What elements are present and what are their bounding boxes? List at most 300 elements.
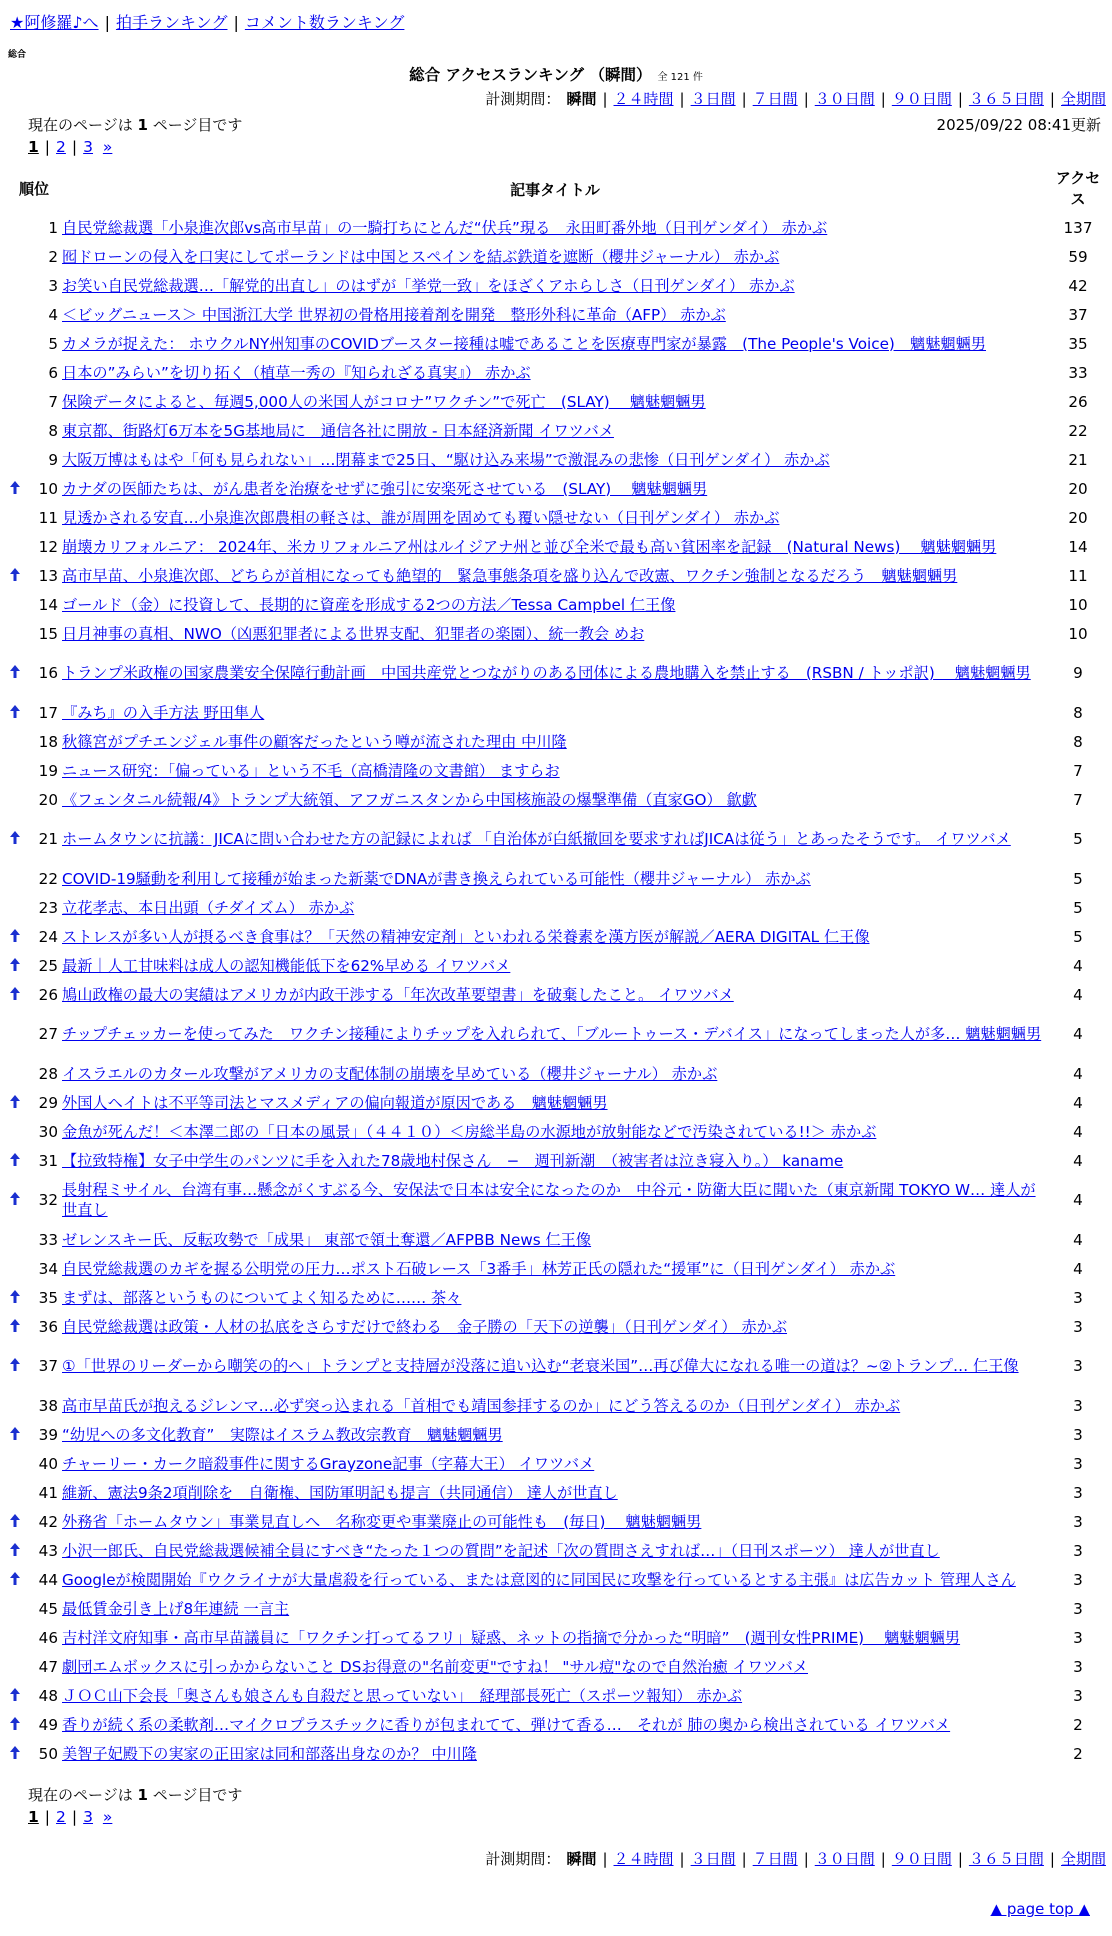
trend-cell bbox=[8, 1652, 26, 1681]
article-title-link[interactable]: 日月神事の真相、NWO（凶悪犯罪者による世界支配、犯罪者の楽園）、統一教会 めお bbox=[62, 624, 645, 643]
trend-cell bbox=[8, 1175, 26, 1225]
period-link-24h[interactable]: ２４時間 bbox=[613, 90, 674, 108]
table-row bbox=[8, 1420, 1106, 1449]
table-row bbox=[8, 1507, 1106, 1536]
article-cell bbox=[60, 951, 1050, 980]
article-title-link[interactable]: 劇団エムボックスに引っかからないこと DSお得意の"名前変更"ですね！ "サル痘"なので自然治癒 イワツバメ bbox=[62, 1657, 808, 1676]
table-row bbox=[8, 922, 1106, 951]
pager-bottom: 1 | 2 | 3 » bbox=[28, 1808, 113, 1826]
table-row bbox=[8, 416, 1106, 445]
period-link-all[interactable]: 全期間 bbox=[1060, 1850, 1106, 1868]
period-label: 計測期間： bbox=[485, 90, 561, 108]
article-cell bbox=[60, 1009, 1050, 1059]
access-count: 35 bbox=[1068, 334, 1088, 353]
rank-number: 48 bbox=[38, 1686, 58, 1705]
article-title-link[interactable]: 《フェンタニル続報/4》トランプ大統領、アフガニスタンから中国核施設の爆撃準備（直家GO） 歙歔 bbox=[62, 790, 757, 809]
article-cell bbox=[60, 1478, 1050, 1507]
article-title-link[interactable]: カメラが捉えた： ホウクルNY州知事のCOVIDブースター接種は嘘であることを医療専門家が暴露 (The People's Voice) 魑魅魍魎男 bbox=[62, 334, 986, 353]
trend-cell bbox=[8, 271, 26, 300]
trend-cell bbox=[8, 1117, 26, 1146]
article-cell bbox=[60, 1536, 1050, 1565]
access-count: 8 bbox=[1073, 732, 1083, 751]
table-row bbox=[8, 814, 1106, 864]
article-title-link[interactable]: 『みち』の入手方法 野田隼人 bbox=[62, 703, 265, 722]
article-title-link[interactable]: ストレスが多い人が摂るべき食事は？「天然の精神安定剤」といわれる栄養素を漢方医が解説／AERA DIGITAL 仁王像 bbox=[62, 927, 870, 946]
table-row bbox=[8, 271, 1106, 300]
article-cell bbox=[60, 416, 1050, 445]
article-cell bbox=[60, 864, 1050, 893]
up-arrow-icon bbox=[10, 1745, 20, 1763]
period-link-all[interactable]: 全期間 bbox=[1060, 90, 1106, 108]
rank-number: 37 bbox=[38, 1357, 58, 1375]
rank-number: 4 bbox=[48, 305, 58, 324]
period-link-7d[interactable]: ７日間 bbox=[752, 1850, 798, 1868]
access-count: 5 bbox=[1073, 869, 1083, 888]
access-count: 3 bbox=[1073, 1686, 1083, 1705]
article-title-link[interactable]: ゼレンスキー氏、反転攻勢で「成果」 東部で領土奪還／AFPBB News 仁王像 bbox=[62, 1230, 592, 1249]
table-row bbox=[8, 1710, 1106, 1739]
trend-cell bbox=[8, 1739, 26, 1768]
access-count: 4 bbox=[1073, 1025, 1083, 1043]
article-title-link[interactable]: 自民党総裁選「小泉進次郎vs高市早苗」の一騎打ちにとんだ“伏兵”現る 永田町番外地（日刊ゲンダイ） 赤かぶ bbox=[62, 218, 828, 237]
trend-cell bbox=[8, 445, 26, 474]
article-cell bbox=[60, 1449, 1050, 1478]
article-title-link[interactable]: 高市早苗、小泉進次郎、どちらが首相になっても絶望的 緊急事態条項を盛り込んで改憲、ワクチン強制となるだろう 魑魅魍魎男 bbox=[62, 566, 958, 585]
rank-number: 19 bbox=[38, 761, 58, 780]
table-row bbox=[8, 1312, 1106, 1341]
rank-number: 40 bbox=[38, 1454, 58, 1473]
article-cell bbox=[60, 503, 1050, 532]
trend-cell bbox=[8, 1059, 26, 1088]
article-cell bbox=[60, 727, 1050, 756]
access-count: 3 bbox=[1073, 1599, 1083, 1618]
article-title-link[interactable]: 見透かされる安直…小泉進次郎農相の軽さは、誰が周囲を固めても覆い隠せない（日刊ゲンダイ） 赤かぶ bbox=[62, 508, 780, 527]
rank-number: 27 bbox=[38, 1025, 58, 1043]
trend-cell bbox=[8, 213, 26, 242]
article-cell bbox=[60, 1088, 1050, 1117]
up-arrow-icon bbox=[10, 1716, 20, 1734]
access-count: 3 bbox=[1073, 1454, 1083, 1473]
rank-number: 35 bbox=[38, 1288, 58, 1307]
rank-number: 36 bbox=[38, 1317, 58, 1336]
rank-number: 5 bbox=[48, 334, 58, 353]
rank-number: 11 bbox=[38, 508, 58, 527]
article-title-link[interactable]: 維新、憲法9条2項削除を 自衛権、国防軍明記も提言（共同通信） 達人が世直し bbox=[62, 1483, 618, 1502]
header-rank: 順位 bbox=[18, 179, 49, 198]
up-arrow-icon bbox=[10, 1191, 20, 1209]
period-link-30d[interactable]: ３０日間 bbox=[814, 1850, 875, 1868]
access-count: 20 bbox=[1068, 508, 1088, 527]
article-title-link[interactable]: 吉村洋文府知事・高市早苗議員に「ワクチン打ってるフリ」疑惑、ネットの指摘で分かった“明暗” (週刊女性PRIME) 魑魅魍魎男 bbox=[62, 1628, 961, 1647]
access-count: 11 bbox=[1068, 566, 1088, 585]
access-count: 3 bbox=[1073, 1483, 1083, 1502]
article-cell bbox=[60, 1507, 1050, 1536]
nav-link-clap-ranking[interactable]: 拍手ランキング bbox=[115, 13, 228, 32]
period-link-365d[interactable]: ３６５日間 bbox=[968, 1850, 1044, 1868]
article-cell bbox=[60, 300, 1050, 329]
access-count: 3 bbox=[1073, 1628, 1083, 1647]
rank-number: 30 bbox=[38, 1122, 58, 1141]
article-cell bbox=[60, 1312, 1050, 1341]
table-row bbox=[8, 445, 1106, 474]
trend-cell bbox=[8, 1254, 26, 1283]
up-arrow-icon bbox=[10, 1542, 20, 1560]
up-arrow-icon bbox=[10, 1289, 20, 1307]
access-count: 21 bbox=[1068, 450, 1088, 469]
up-arrow-icon bbox=[10, 664, 20, 682]
table-row bbox=[8, 1652, 1106, 1681]
rank-number: 25 bbox=[38, 956, 58, 975]
access-count: 5 bbox=[1073, 927, 1083, 946]
access-count: 3 bbox=[1073, 1541, 1083, 1560]
up-arrow-icon bbox=[10, 1426, 20, 1444]
table-row bbox=[8, 698, 1106, 727]
access-count: 3 bbox=[1073, 1570, 1083, 1589]
trend-cell bbox=[8, 1009, 26, 1059]
trend-cell bbox=[8, 1710, 26, 1739]
rank-number: 21 bbox=[38, 830, 58, 848]
trend-cell bbox=[8, 590, 26, 619]
article-cell bbox=[60, 358, 1050, 387]
access-count: 4 bbox=[1073, 1064, 1083, 1083]
rank-number: 22 bbox=[38, 869, 58, 888]
page-info-bottom: 現在のページは 1 ページ目です bbox=[28, 1786, 243, 1804]
article-cell bbox=[60, 1117, 1050, 1146]
up-arrow-icon bbox=[10, 830, 20, 848]
article-title-link[interactable]: 日本の”みらい”を切り拓く（植草一秀の『知られざる真実』） 赤かぶ bbox=[62, 363, 531, 382]
article-title-link[interactable]: 最低賃金引き上げ8年連続 一言主 bbox=[62, 1599, 290, 1618]
article-title-link[interactable]: まずは、部落というものについてよく知るために…… 茶々 bbox=[62, 1288, 462, 1307]
rank-number: 42 bbox=[38, 1512, 58, 1531]
table-row bbox=[8, 756, 1106, 785]
article-title-link[interactable]: ニュース研究：「偏っている」という不毛（高橋清隆の文書館） ますらお bbox=[62, 761, 560, 780]
period-link-365d[interactable]: ３６５日間 bbox=[968, 90, 1044, 108]
access-count: 137 bbox=[1063, 218, 1093, 237]
article-title-link[interactable]: お笑い自民党総裁選…「解党的出直し」のはずが「挙党一致」をほざくアホらしさ（日刊ゲンダイ） 赤かぶ bbox=[62, 276, 795, 295]
rank-number: 29 bbox=[38, 1093, 58, 1112]
access-count: 7 bbox=[1073, 790, 1083, 809]
article-cell bbox=[60, 756, 1050, 785]
pager-top: 1 | 2 | 3 » bbox=[28, 138, 113, 156]
table-row bbox=[8, 893, 1106, 922]
article-title-link[interactable]: Googleが検閲開始『ウクライナが大量虐殺を行っている、または意図的に同国民に攻撃を行っているとする主張』は広告カット 管理人さん bbox=[62, 1570, 1016, 1589]
access-count: 4 bbox=[1073, 1122, 1083, 1141]
period-link-3d[interactable]: ３日間 bbox=[690, 90, 736, 108]
access-count: 22 bbox=[1068, 421, 1088, 440]
article-cell bbox=[60, 1341, 1050, 1391]
period-link-90d[interactable]: ９０日間 bbox=[891, 90, 952, 108]
table-row bbox=[8, 329, 1106, 358]
rank-number: 8 bbox=[48, 421, 58, 440]
rank-number: 18 bbox=[38, 732, 58, 751]
trend-cell bbox=[8, 1391, 26, 1420]
table-row bbox=[8, 1059, 1106, 1088]
access-count: 4 bbox=[1073, 1230, 1083, 1249]
article-title-link[interactable]: 最新｜人工甘味料は成人の認知機能低下を62%早める イワツバメ bbox=[62, 956, 511, 975]
table-row bbox=[8, 1478, 1106, 1507]
article-title-link[interactable]: 囮ドローンの侵入を口実にしてポーランドは中国とスペインを結ぶ鉄道を遮断（櫻井ジャーナル） 赤かぶ bbox=[62, 247, 780, 266]
article-title-link[interactable]: チャーリー・カーク暗殺事件に関するGrayzone記事（字幕大王） イワツバメ bbox=[62, 1454, 595, 1473]
rank-number: 49 bbox=[38, 1715, 58, 1734]
up-arrow-icon bbox=[10, 1571, 20, 1589]
article-title-link[interactable]: 金魚が死んだ！＜本澤二郎の「日本の風景」（４４１０）＜房総半島の水源地が放射能などで汚染されている!!＞ 赤かぶ bbox=[62, 1122, 877, 1141]
pager-link-3[interactable]: 3 bbox=[83, 1808, 94, 1826]
article-title-link[interactable]: 【拉致特権】女子中学生のパンツに手を入れた78歳地村保さん − 週刊新潮 （被害者は泣き寝入り。） kaname bbox=[62, 1151, 844, 1170]
trend-cell bbox=[8, 1681, 26, 1710]
period-current: 瞬間 bbox=[566, 1850, 597, 1868]
rank-number: 46 bbox=[38, 1628, 58, 1647]
rank-number: 33 bbox=[38, 1230, 58, 1249]
period-link-90d[interactable]: ９０日間 bbox=[891, 1850, 952, 1868]
period-link-7d[interactable]: ７日間 bbox=[752, 90, 798, 108]
up-arrow-icon bbox=[10, 928, 20, 946]
article-cell bbox=[60, 1565, 1050, 1594]
access-count: 4 bbox=[1073, 1093, 1083, 1112]
article-cell bbox=[60, 590, 1050, 619]
access-count: 2 bbox=[1073, 1715, 1083, 1734]
table-row bbox=[8, 1088, 1106, 1117]
access-count: 4 bbox=[1073, 985, 1083, 1004]
trend-cell bbox=[8, 1312, 26, 1341]
period-link-30d[interactable]: ３０日間 bbox=[814, 90, 875, 108]
trend-cell bbox=[8, 561, 26, 590]
trend-cell bbox=[8, 474, 26, 503]
access-count: 4 bbox=[1073, 1151, 1083, 1170]
access-count: 14 bbox=[1068, 537, 1088, 556]
article-title-link[interactable]: 長射程ミサイル、台湾有事…懸念がくすぶる今、安保法で日本は安全になったのか 中谷元・防衛大臣に聞いた（東京新聞 TOKYO W… 達人が世直し bbox=[62, 1181, 1036, 1219]
article-title-link[interactable]: 自民党総裁選のカギを握る公明党の圧力…ポスト石破レース「3番手」林芳正氏の隠れた“援軍”に（日刊ゲンダイ） 赤かぶ bbox=[62, 1259, 896, 1278]
table-row bbox=[8, 727, 1106, 756]
rank-number: 10 bbox=[38, 479, 58, 498]
article-cell bbox=[60, 445, 1050, 474]
article-cell bbox=[60, 1225, 1050, 1254]
trend-cell bbox=[8, 814, 26, 864]
access-count: 3 bbox=[1073, 1357, 1083, 1375]
table-row bbox=[8, 1391, 1106, 1420]
access-count: 10 bbox=[1068, 624, 1088, 643]
article-title-link[interactable]: ①「世界のリーダーから嘲笑の的へ」トランプと支持層が没落に追い込む“老衰米国”…再び偉大になれる唯一の道は？~②トランプ… 仁王像 bbox=[62, 1357, 1019, 1375]
article-title-link[interactable]: 香りが続く系の柔軟剤…マイクロプラスチックに香りが包まれてて、弾けて香る… それが 肺の奥から検出されている イワツバメ bbox=[62, 1715, 951, 1734]
nav-link-comment-ranking[interactable]: コメント数ランキング bbox=[244, 13, 405, 32]
rank-number: 9 bbox=[48, 450, 58, 469]
article-title-link[interactable]: 秋篠宮がプチエンジェル事件の顧客だったという噂が流された理由 中川隆 bbox=[62, 732, 567, 751]
up-arrow-icon bbox=[10, 480, 20, 498]
rank-number: 47 bbox=[38, 1657, 58, 1676]
rank-number: 7 bbox=[48, 392, 58, 411]
trend-cell bbox=[8, 1507, 26, 1536]
rank-number: 23 bbox=[38, 898, 58, 917]
article-title-link[interactable]: “幼児への多文化教育” 実際はイスラム教改宗教育 魑魅魍魎男 bbox=[62, 1425, 503, 1444]
article-title-link[interactable]: COVID-19騒動を利用して接種が始まった新薬でDNAが書き換えられている可能性（櫻井ジャーナル） 赤かぶ bbox=[62, 869, 811, 888]
rank-number: 50 bbox=[38, 1744, 58, 1763]
table-row bbox=[8, 503, 1106, 532]
article-title-link[interactable]: 鳩山政権の最大の実績はアメリカが内政干渉する「年次改革要望書」を破棄したこと。 イワツバメ bbox=[62, 985, 734, 1004]
rank-number: 44 bbox=[38, 1570, 58, 1589]
table-row bbox=[8, 358, 1106, 387]
table-row bbox=[8, 980, 1106, 1009]
table-row bbox=[8, 474, 1106, 503]
article-title-link[interactable]: 外国人ヘイトは不平等司法とマスメディアの偏向報道が原因である 魑魅魍魎男 bbox=[62, 1093, 608, 1112]
period-selector-bottom: 計測期間： 瞬間 | ２４時間 | ３日間 | ７日間 | ３０日間 | ９０日間 | ３６５日間 | 全期間 bbox=[485, 1850, 1106, 1868]
table-row bbox=[8, 1146, 1106, 1175]
trend-cell bbox=[8, 1565, 26, 1594]
table-row bbox=[8, 1565, 1106, 1594]
up-arrow-icon bbox=[10, 1152, 20, 1170]
pager-next[interactable]: » bbox=[102, 1808, 113, 1826]
header-access: アクセス bbox=[1055, 169, 1101, 208]
access-count: 37 bbox=[1068, 305, 1088, 324]
up-arrow-icon bbox=[10, 1687, 20, 1705]
trend-cell bbox=[8, 785, 26, 814]
table-row bbox=[8, 1536, 1106, 1565]
trend-cell bbox=[8, 922, 26, 951]
article-title-link[interactable]: チップチェッカーを使ってみた ワクチン接種によりチップを入れられて、「ブルートゥース・デバイス」になってしまった人が多… 魑魅魍魎男 bbox=[62, 1025, 1042, 1043]
access-count: 5 bbox=[1073, 830, 1083, 848]
rank-number: 6 bbox=[48, 363, 58, 382]
article-title-link[interactable]: ＜ビッグニュース＞ 中国浙江大学 世界初の骨格用接着剤を開発 整形外科に革命（AFP） 赤かぶ bbox=[62, 305, 726, 324]
rank-number: 20 bbox=[38, 790, 58, 809]
access-count: 3 bbox=[1073, 1512, 1083, 1531]
trend-cell bbox=[8, 756, 26, 785]
article-title-link[interactable]: 崩壊カリフォルニア： 2024年、米カリフォルニア州はルイジアナ州と並び全米で最も高い貧困率を記録 (Natural News) 魑魅魍魎男 bbox=[62, 537, 997, 556]
table-row bbox=[8, 1739, 1106, 1768]
table-row bbox=[8, 1117, 1106, 1146]
article-title-link[interactable]: イスラエルのカタール攻撃がアメリカの支配体制の崩壊を早めている（櫻井ジャーナル） 赤かぶ bbox=[62, 1064, 718, 1083]
article-cell bbox=[60, 1623, 1050, 1652]
article-cell bbox=[60, 1652, 1050, 1681]
table-row bbox=[8, 1449, 1106, 1478]
up-arrow-icon bbox=[10, 1094, 20, 1112]
article-title-link[interactable]: 保険データによると、毎週5,000人の米国人がコロナ”ワクチン”で死亡 (SLAY) 魑魅魍魎男 bbox=[62, 392, 706, 411]
pager-link-2[interactable]: 2 bbox=[56, 138, 66, 156]
access-count: 4 bbox=[1073, 1259, 1083, 1278]
trend-cell bbox=[8, 1283, 26, 1312]
article-title-link[interactable]: 大阪万博はもはや「何も見られない」…閉幕まで25日、“駆け込み来場”で激混みの悲惨（日刊ゲンダイ） 赤かぶ bbox=[62, 450, 830, 469]
article-cell bbox=[60, 242, 1050, 271]
page-top-link[interactable]: ▲ page top ▲ bbox=[990, 1900, 1090, 1918]
table-row bbox=[8, 1623, 1106, 1652]
table-row bbox=[8, 387, 1106, 416]
table-row bbox=[8, 951, 1106, 980]
article-cell bbox=[60, 1283, 1050, 1312]
trend-cell bbox=[8, 1478, 26, 1507]
article-cell bbox=[60, 648, 1050, 698]
rank-number: 1 bbox=[48, 218, 58, 237]
table-header-row bbox=[8, 165, 1106, 213]
article-title-link[interactable]: 立花孝志、本日出頭（チダイズム） 赤かぶ bbox=[62, 898, 355, 917]
access-count: 5 bbox=[1073, 898, 1083, 917]
table-row bbox=[8, 590, 1106, 619]
nav-link-asyura[interactable]: ★阿修羅♪へ bbox=[10, 13, 99, 32]
trend-cell bbox=[8, 980, 26, 1009]
trend-cell bbox=[8, 1088, 26, 1117]
article-cell bbox=[60, 1710, 1050, 1739]
table-row bbox=[8, 1341, 1106, 1391]
article-title-link[interactable]: ホームタウンに抗議：JICAに問い合わせた方の記録によれば 「自治体が白紙撤回を要求すればJICAは従う」とあったそうです。 イワツバメ bbox=[62, 830, 1011, 848]
rank-number: 41 bbox=[38, 1483, 58, 1502]
article-title-link[interactable]: 外務省「ホームタウン」事業見直しへ 名称変更や事業廃止の可能性も (毎日) 魑魅魍魎男 bbox=[62, 1512, 702, 1531]
article-cell bbox=[60, 213, 1050, 242]
table-row bbox=[8, 619, 1106, 648]
table-row bbox=[8, 561, 1106, 590]
trend-cell bbox=[8, 1225, 26, 1254]
rank-number: 45 bbox=[38, 1599, 58, 1618]
trend-cell bbox=[8, 1536, 26, 1565]
article-cell bbox=[60, 329, 1050, 358]
updated-timestamp: 2025/09/22 08:41更新 bbox=[936, 116, 1101, 134]
article-title-link[interactable]: トランプ米政権の国家農業安全保障行動計画 中国共産党とつながりのある団体による農地購入を禁止する (RSBN / トッポ訳) 魑魅魍魎男 bbox=[62, 664, 1031, 682]
article-cell bbox=[60, 1146, 1050, 1175]
access-count: 26 bbox=[1068, 392, 1088, 411]
trend-cell bbox=[8, 300, 26, 329]
table-row bbox=[8, 785, 1106, 814]
table-row bbox=[8, 1175, 1106, 1225]
trend-cell bbox=[8, 1341, 26, 1391]
page-title bbox=[0, 63, 1112, 85]
pager-link-3[interactable]: 3 bbox=[83, 138, 94, 156]
rank-number: 26 bbox=[38, 985, 58, 1004]
article-title-link[interactable]: 美智子妃殿下の実家の正田家は同和部落出身なのか？ 中川隆 bbox=[62, 1744, 477, 1763]
table-row bbox=[8, 648, 1106, 698]
trend-cell bbox=[8, 416, 26, 445]
up-arrow-icon bbox=[10, 957, 20, 975]
trend-cell bbox=[8, 242, 26, 271]
trend-cell bbox=[8, 893, 26, 922]
trend-cell bbox=[8, 864, 26, 893]
table-row bbox=[8, 532, 1106, 561]
period-link-24h[interactable]: ２４時間 bbox=[613, 1850, 674, 1868]
article-title-link[interactable]: 東京都、街路灯6万本を5G基地局に 通信各社に開放 - 日本経済新聞 イワツバメ bbox=[62, 421, 614, 440]
rank-number: 15 bbox=[38, 624, 58, 643]
rank-number: 14 bbox=[38, 595, 58, 614]
access-count: 3 bbox=[1073, 1396, 1083, 1415]
up-arrow-icon bbox=[10, 1318, 20, 1336]
section-label: 総合 bbox=[8, 50, 27, 60]
pager-current: 1 bbox=[28, 138, 39, 156]
article-cell bbox=[60, 619, 1050, 648]
access-count: 33 bbox=[1068, 363, 1088, 382]
trend-cell bbox=[8, 1420, 26, 1449]
ranking-table bbox=[8, 165, 1106, 1768]
period-current: 瞬間 bbox=[566, 90, 597, 108]
article-title-link[interactable]: 小沢一郎氏、自民党総裁選候補全員にすべき“たった１つの質問”を記述「次の質問さえすれば…」（日刊スポーツ） 達人が世直し bbox=[62, 1541, 940, 1560]
article-title-link[interactable]: ＪＯＣ山下会長「奥さんも娘さんも自殺だと思っていない」 経理部長死亡（スポーツ報知） 赤かぶ bbox=[62, 1686, 743, 1705]
trend-cell bbox=[8, 951, 26, 980]
article-title-link[interactable]: カナダの医師たちは、がん患者を治療をせずに強引に安楽死させている (SLAY) 魑魅魍魎男 bbox=[62, 479, 708, 498]
pager-current: 1 bbox=[28, 1808, 39, 1826]
article-cell bbox=[60, 474, 1050, 503]
table-row bbox=[8, 1225, 1106, 1254]
page-info-top: 現在のページは 1 ページ目です bbox=[28, 116, 243, 134]
period-link-3d[interactable]: ３日間 bbox=[690, 1850, 736, 1868]
article-title-link[interactable]: ゴールド（金）に投資して、長期的に資産を形成する2つの方法／Tessa Campbel 仁王像 bbox=[62, 595, 676, 614]
top-nav: ★阿修羅♪へ | 拍手ランキング | コメント数ランキング bbox=[10, 13, 405, 32]
rank-number: 13 bbox=[38, 566, 58, 585]
table-row bbox=[8, 213, 1106, 242]
access-count: 8 bbox=[1073, 703, 1083, 722]
trend-cell bbox=[8, 387, 26, 416]
article-title-link[interactable]: 高市早苗氏が抱えるジレンマ…必ず突っ込まれる「首相でも靖国参拝するのか」にどう答えるのか（日刊ゲンダイ） 赤かぶ bbox=[62, 1396, 901, 1415]
period-label: 計測期間： bbox=[485, 1850, 561, 1868]
rank-number: 34 bbox=[38, 1259, 58, 1278]
pager-next[interactable]: » bbox=[102, 138, 113, 156]
access-count: 3 bbox=[1073, 1288, 1083, 1307]
trend-cell bbox=[8, 1449, 26, 1478]
pager-link-2[interactable]: 2 bbox=[56, 1808, 66, 1826]
rank-number: 24 bbox=[38, 927, 58, 946]
article-title-link[interactable]: 自民党総裁選は政策・人材の払底をさらすだけで終わる 金子勝の「天下の逆襲」（日刊ゲンダイ） 赤かぶ bbox=[62, 1317, 788, 1336]
trend-cell bbox=[8, 329, 26, 358]
